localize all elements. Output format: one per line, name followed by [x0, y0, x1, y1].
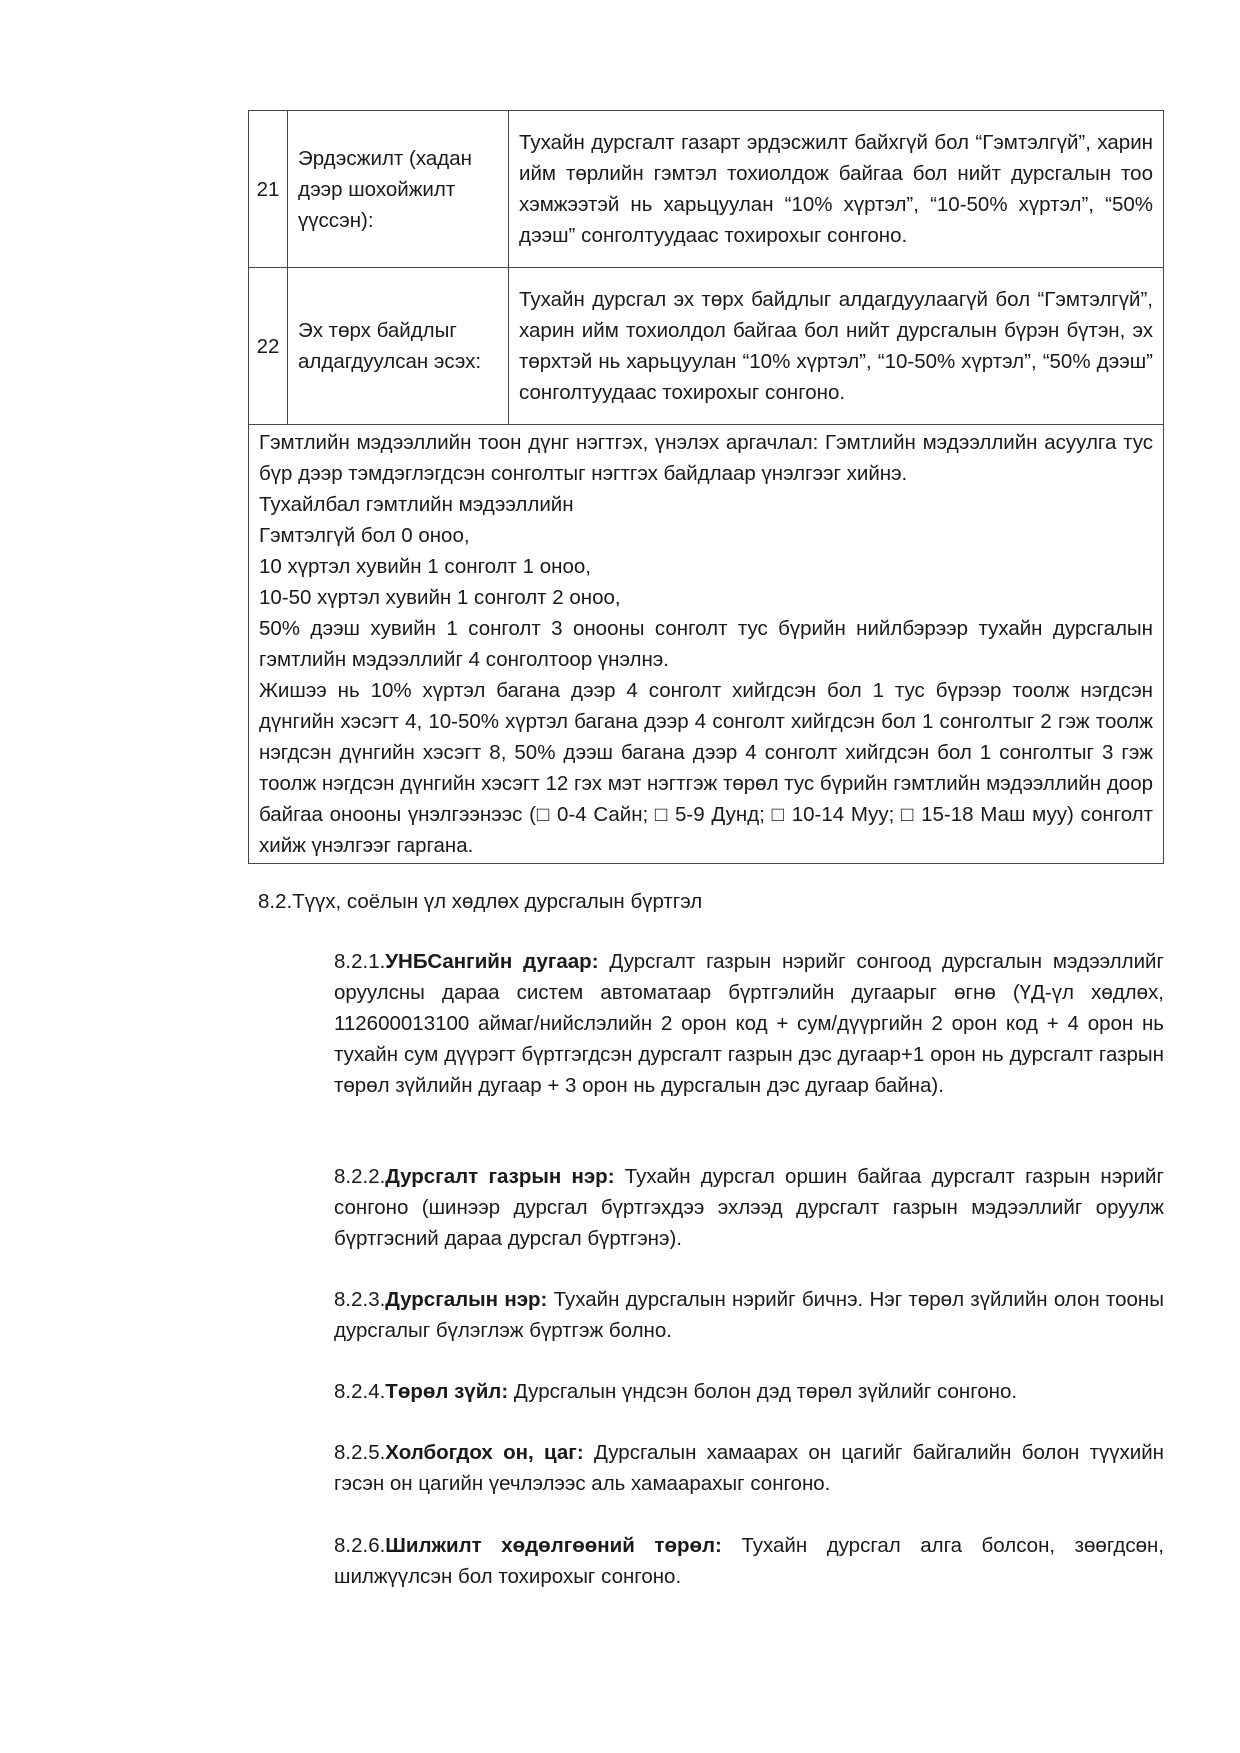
item-number: 8.2.4.	[334, 1380, 386, 1403]
item-term: Дурсгалт газрын нэр:	[385, 1165, 615, 1188]
method-paragraph: Тухайлбал гэмтлийн мэдээллийн	[259, 493, 574, 516]
description-cell: Тухайн дурсгал эх төрх байдлыг алдагдуулаагүй бол “Гэмтэлгүй”, харин ийм тохиолдол байгаа бол нийт дурсгалын бүрэн бүтэн, эх төрхтэй нь харьцуулан “10% хүртэл”, “10-50% хүртэл”, “50% дээш” сонголтуудаас тохирохыг сонгоно.	[509, 268, 1164, 425]
row-number: 21	[249, 111, 288, 268]
item-term: Шилжилт хөдөлгөөний төрөл:	[385, 1534, 722, 1557]
item-text: Дурсгалын хамаарах он цагийг байгалийн болон түүхийн гэсэн он цагийн үечлэлээс аль хамаарахыг сонгоно.	[334, 1441, 1164, 1495]
list-item	[334, 1437, 1164, 1499]
item-text: Дурсгалын үндсэн болон дэд төрөл зүйлийг сонгоно.	[508, 1380, 1018, 1403]
item-term: Төрөл зүйл:	[385, 1380, 509, 1403]
table-row	[249, 268, 1164, 425]
item-text: Тухайн дурсгал оршин байгаа дурсгалт газрын нэрийг сонгоно (шинээр дурсгал бүртгэхдээ эхлээд дурсгалт газрын мэдээллийг оруулж бүртгэсний дараа дурсгал бүртгэнэ).	[334, 1165, 1164, 1250]
item-number: 8.2.5.	[334, 1441, 386, 1464]
item-term: УНБСангийн дугаар:	[385, 950, 599, 973]
item-number: 8.2.6.	[334, 1534, 386, 1557]
method-paragraph: Гэмтэлгүй бол 0 оноо,	[259, 524, 470, 547]
item-term: Холбогдох он, цаг:	[385, 1441, 584, 1464]
description-cell: Тухайн дурсгалт газарт эрдэсжилт байхгүй бол “Гэмтэлгүй”, харин ийм төрлийн гэмтэл тохиолдож байгаа бол нийт дурсгалын тоо хэмжээтэй нь харьцуулан “10% хүртэл”, “10-50% хүртэл”, “50% дээш” сонголтуудаас тохирохыг сонгоно.	[509, 111, 1164, 268]
row-number: 22	[249, 268, 288, 425]
list-item	[334, 946, 1164, 1101]
list-item	[334, 1161, 1164, 1254]
method-paragraph: Гэмтлийн мэдээллийн тоон дүнг нэгтгэх, үнэлэх аргачлал: Гэмтлийн мэдээллийн асуулга тус бүр дээр тэмдэглэгдсэн сонголтыг нэгтгэх байдлаар үнэлгээг хийнэ.	[259, 431, 1153, 485]
item-text: Тухайн дурсгалын нэрийг бичнэ. Нэг төрөл зүйлийн олон тооны дурсгалыг бүлэглэж бүртгэж болно.	[334, 1288, 1164, 1342]
list-item	[334, 1376, 1164, 1407]
criterion-cell: Эрдэсжилт (хадан дээр шохойжилт үүссэн):	[288, 111, 509, 268]
item-term: Дурсгалын нэр:	[385, 1288, 548, 1311]
item-number: 8.2.1.	[334, 950, 386, 973]
item-text: Дурсгалт газрын нэрийг сонгоод дурсгалын мэдээллийг оруулсны дараа систем автоматаар бүртгэлийн дугаарыг өгнө (ҮД-үл хөдлөх, 112600013100 аймаг/нийслэлийн 2 орон код + сум/дүүргийн 2 орон код + 4 орон нь тухайн сум дүүрэгт бүртгэгдсэн дурсгалт газрын дэс дугаар+1 орон нь дурсгалт газрын төрөл зүйлийн дугаар + 3 орон нь дурсгалын дэс дугаар байна).	[334, 950, 1164, 1097]
method-cell	[249, 425, 1164, 864]
method-paragraph: 50% дээш хувийн 1 сонголт 3 онооны сонголт тус бүрийн нийлбэрээр тухайн дурсгалын гэмтлийн мэдээллийг 4 сонголтоор үнэлнэ.	[259, 617, 1153, 671]
damage-assessment-table	[248, 110, 1164, 864]
item-number: 8.2.2.	[334, 1165, 386, 1188]
method-paragraph: 10 хүртэл хувийн 1 сонголт 1 оноо,	[259, 555, 591, 578]
method-paragraph: 10-50 хүртэл хувийн 1 сонголт 2 оноо,	[259, 586, 621, 609]
table-row	[249, 425, 1164, 864]
item-text: Тухайн дурсгал алга болсон, зөөгдсөн, шилжүүлсэн бол тохирохыг сонгоно.	[334, 1534, 1164, 1588]
list-item	[334, 1530, 1164, 1592]
item-number: 8.2.3.	[334, 1288, 386, 1311]
list-item	[334, 1284, 1164, 1346]
method-paragraph: Жишээ нь 10% хүртэл багана дээр 4 сонголт хийгдсэн бол 1 тус бүрээр тоолж нэгдсэн дүнгийн хэсэгт 4, 10-50% хүртэл багана дээр 4 сонголт хийгдсэн бол 1 сонголтыг 2 гэж тоолж нэгдсэн дүнгийн хэсэгт 8, 50% дээш багана дээр 4 сонголт хийгдсэн бол 1 сонголтыг 3 гэж тоолж нэгдсэн дүнгийн хэсэгт 12 гэх мэт нэгтгэж төрөл тус бүрийн гэмтлийн мэдээллийн доор байгаа онооны үнэлгээнээс (□ 0-4 Сайн; □ 5-9 Дунд; □ 10-14 Муу; □ 15-18 Маш муу) сонголт хийж үнэлгээг гаргана.	[259, 679, 1153, 857]
section-heading: 8.2.Түүх, соёлын үл хөдлөх дурсгалын бүртгэл	[258, 890, 703, 913]
criterion-cell: Эх төрх байдлыг алдагдуулсан эсэх:	[288, 268, 509, 425]
table-row	[249, 111, 1164, 268]
